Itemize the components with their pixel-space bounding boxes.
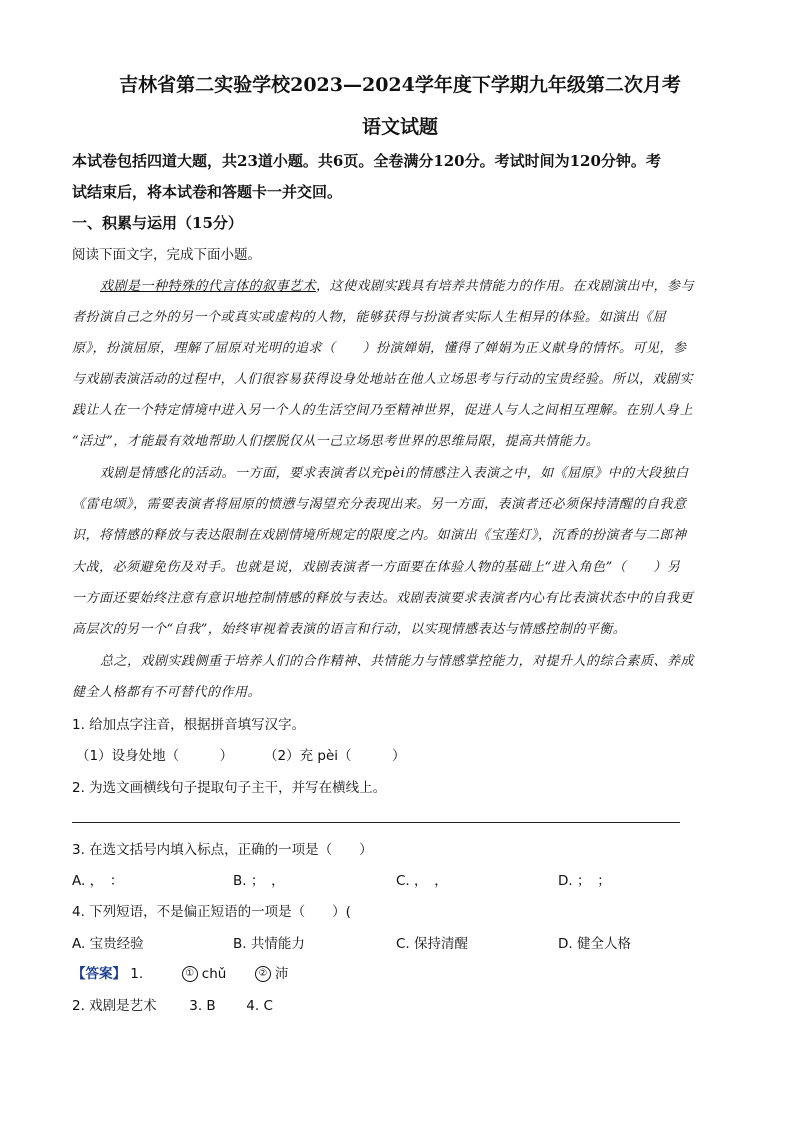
page-subtitle: 语文试题 xyxy=(361,116,438,138)
answer-label: 【答案】 xyxy=(72,966,126,982)
answer-2: 沛 xyxy=(274,966,289,982)
circled-2-icon: ② xyxy=(255,966,271,982)
passage-line: 《雷电颂》，需要表演者将屈原的愤懑与渴望充分表现出来。另一方面，表演者还必须保持清醒的自我意 xyxy=(72,497,687,512)
passage-line: 践让人在一个特定情境中进入另一个人的生活空间乃至精神世界，促进人与人之间相互理解。在别人身上 xyxy=(72,403,694,418)
q3-option-d: D. ； ； xyxy=(558,873,611,889)
passage-line: 与戏剧表演活动的过程中，人们很容易获得设身处地站在他人立场思考与行动的宝贵经验。所以，戏剧实 xyxy=(72,372,694,387)
q3-option-c: C. ， ， xyxy=(396,873,448,889)
answer-q3: 3. B xyxy=(189,998,216,1014)
q4-option-a: A. 宝贵经验 xyxy=(72,936,144,952)
question-2: 2. 为选文画横线句子提取句子主干，并写在横线上。 xyxy=(72,780,387,796)
passage-line: 原》，扮演屈原，理解了屈原对光明的追求（ ）扮演婵娟，懂得了婵娟为正义献身的情怀。可见，参 xyxy=(72,341,687,356)
passage-line: 一方面还要始终注意有意识地控制情感的释放与表达。戏剧表演要求表演者内心有比表演状态中的自我更 xyxy=(72,591,694,606)
passage-line: 高层次的另一个“自我”，始终审视着表演的语言和行动，以实现情感表达与情感控制的平衡。 xyxy=(72,622,627,637)
section-heading: 一、积累与运用（15分） xyxy=(72,214,243,232)
answer-1: chǔ xyxy=(201,966,227,982)
passage-line: 总之，戏剧实践侧重于培养人们的合作精神、共情能力与情感掌控能力，对提升人的综合素质、养成 xyxy=(100,654,695,669)
circled-1-icon: ① xyxy=(182,966,198,982)
passage-line: 健全人格都有不可替代的作用。 xyxy=(72,685,262,700)
question-4: 4. 下列短语，不是偏正短语的一项是（ ）( xyxy=(72,904,351,920)
q1-item-1: （1）设身处地（ ） xyxy=(76,748,234,764)
passage-line: 大战，必须避免伤及对手。也就是说，戏剧表演者一方面要在体验人物的基础上“进入角色”（ ）另 xyxy=(72,560,681,575)
answer-row-2 xyxy=(72,994,273,1014)
intro-line-2: 试结束后，将本试卷和答题卡一并交回。 xyxy=(72,183,343,201)
answer-q4: 4. C xyxy=(246,998,273,1014)
q1-item-2: （2）充 pèi（ ） xyxy=(264,748,406,764)
answer-number: 1. xyxy=(130,966,144,982)
page-title: 吉林省第二实验学校2023—2024学年度下学期九年级第二次月考 xyxy=(119,74,681,96)
q4-option-c: C. 保持清醒 xyxy=(396,936,469,952)
passage-text: ，这使戏剧实践具有培养共情能力的作用。在戏剧演出中，参与 xyxy=(316,279,695,294)
underlined-sentence: 戏剧是一种特殊的代言体的叙事艺术 xyxy=(100,279,317,294)
instruction: 阅读下面文字，完成下面小题。 xyxy=(72,247,261,263)
answer-line xyxy=(72,822,680,823)
passage-line: 识，将情感的释放与表达限制在戏剧情境所规定的限度之内。如演出《宝莲灯》，沉香的扮演者与二郎神 xyxy=(72,528,687,543)
question-3: 3. 在选文括号内填入标点，正确的一项是（ ） xyxy=(72,842,373,858)
q3-option-a: A. ， ： xyxy=(72,873,124,889)
passage-line: 者扮演自己之外的另一个或真实或虚构的人物，能够获得与扮演者实际人生相异的体验。如演出《屈 xyxy=(72,310,667,325)
intro-line-1: 本试卷包括四道大题，共23道小题。共6页。全卷满分120分。考试时间为120分钟。考 xyxy=(72,152,661,170)
question-1: 1. 给加点字注音，根据拼音填写汉字。 xyxy=(72,717,306,733)
answer-q2: 2. 戏剧是艺术 xyxy=(72,998,157,1014)
q3-option-b: B. ； ， xyxy=(233,873,285,889)
passage-line: “活过”，才能最有效地帮助人们摆脱仅从一己立场思考世界的思维局限，提高共情能力。 xyxy=(72,434,600,449)
passage-line xyxy=(100,275,694,294)
passage-line: 戏剧是情感化的活动。一方面，要求表演者以充pèi的情感注入表演之中，如《屈原》中的大段独白 xyxy=(100,466,689,481)
q4-option-b: B. 共情能力 xyxy=(233,936,305,952)
q4-option-d: D. 健全人格 xyxy=(558,936,631,952)
answer-row xyxy=(72,962,288,982)
